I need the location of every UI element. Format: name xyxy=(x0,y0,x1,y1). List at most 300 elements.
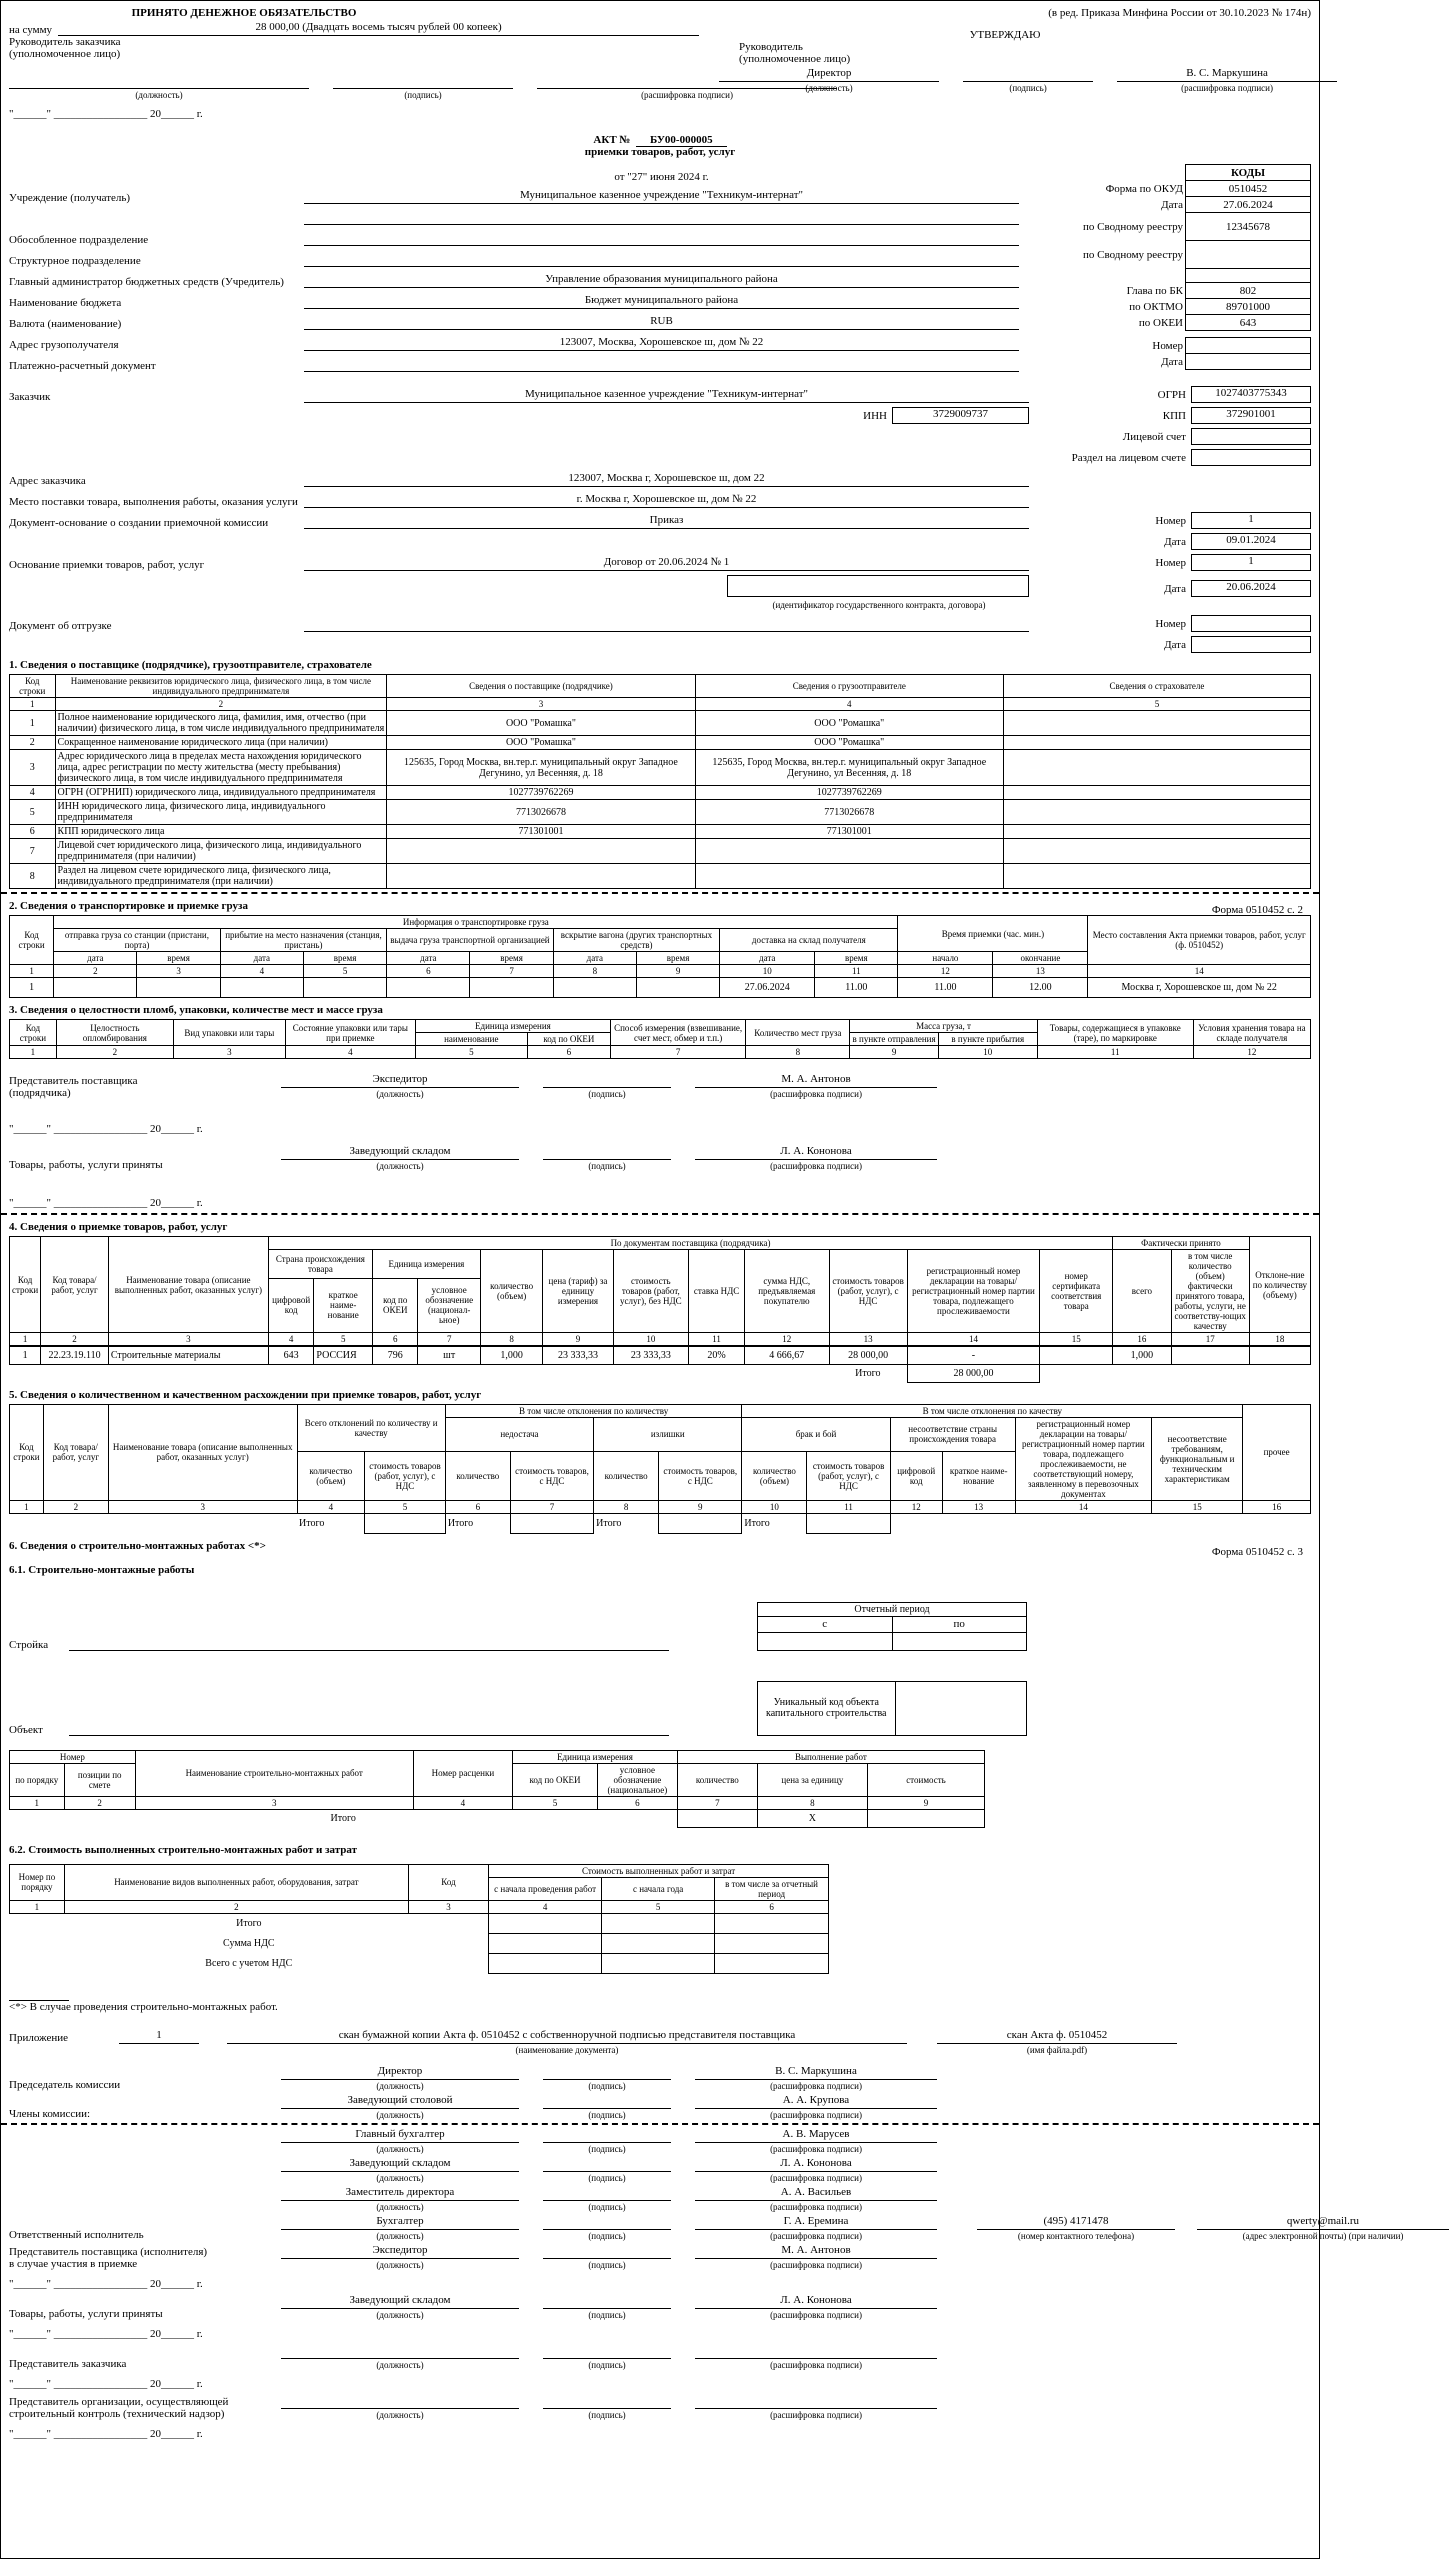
cell: Номер по порядку xyxy=(10,1864,65,1900)
block xyxy=(9,227,1019,246)
separate-division-field xyxy=(304,231,1019,246)
cell: Условия хранения товара на складе получателя xyxy=(1193,1020,1310,1046)
shipping-doc-number-box xyxy=(1191,615,1311,632)
block xyxy=(758,1602,1027,1650)
cell: номер сертификата соответствия товара xyxy=(1040,1250,1113,1333)
period-to-value xyxy=(892,1632,1027,1650)
cell: 5 xyxy=(10,800,56,825)
cell: время xyxy=(303,952,386,965)
cell: отправка груза со станции (пристани, порта) xyxy=(54,929,221,952)
cost-total-1 xyxy=(489,1913,602,1933)
acceptance-basis-date-box: 20.06.2024 xyxy=(1191,580,1311,597)
name-line: М. А. Антонов xyxy=(695,1073,937,1088)
block xyxy=(10,965,1311,978)
block xyxy=(9,531,1311,550)
block xyxy=(281,2128,519,2154)
name-line: Л. А. Кононова xyxy=(695,1145,937,1160)
block: Представитель заказчика xyxy=(9,2357,127,2370)
block xyxy=(699,67,1311,93)
block xyxy=(695,2215,937,2241)
structural-division-label: Структурное подразделение xyxy=(9,255,141,267)
cell: 7713026678 xyxy=(387,800,695,825)
cell: краткое наиме-нование xyxy=(942,1451,1015,1500)
signature-line xyxy=(543,1145,671,1160)
block xyxy=(9,489,1311,508)
block xyxy=(10,1953,829,1973)
cell: окончание xyxy=(993,952,1088,965)
consignee-address-label: Адрес грузополучателя xyxy=(9,339,119,351)
cell: Единица измерения xyxy=(372,1250,480,1279)
block: (подпись) xyxy=(588,2230,626,2241)
block: (должность) xyxy=(376,2409,424,2420)
cell: Выполнение работ xyxy=(677,1750,984,1763)
block xyxy=(1029,331,1311,338)
cell: условное обозначение (национальное) xyxy=(597,1763,677,1796)
cell: 11.00 xyxy=(815,978,898,998)
section3-title: 3. Сведения о целостности пломб, упаковки, количестве мест и массе груза xyxy=(9,1004,383,1016)
block xyxy=(10,1750,985,1763)
block: Дата xyxy=(1164,638,1186,651)
cell: 5 xyxy=(303,965,386,978)
top-header xyxy=(9,7,1311,124)
cell: по порядку xyxy=(10,1763,65,1796)
block xyxy=(10,916,1311,929)
supplier-representative-signature xyxy=(9,1073,1311,1099)
cell: 9 xyxy=(636,965,719,978)
block xyxy=(543,2294,671,2320)
cell: По документам поставщика (подрядчика) xyxy=(268,1237,1112,1250)
cell: 1 xyxy=(10,1046,57,1059)
cell: доставка на склад получателя xyxy=(720,929,898,952)
block: Номер xyxy=(1155,514,1186,527)
block: Л. А. Кононова xyxy=(695,2294,937,2309)
signature-line xyxy=(543,2128,671,2143)
block xyxy=(543,2244,671,2270)
section1-title: 1. Сведения о поставщике (подрядчике), грузоотправителе, страхователе xyxy=(9,659,372,671)
cargo-integrity-table xyxy=(9,1019,1311,1059)
block xyxy=(1029,213,1311,241)
block: (должность) xyxy=(376,1161,424,1171)
cell: РОССИЯ xyxy=(314,1346,373,1364)
block xyxy=(695,2157,937,2183)
cell xyxy=(1003,864,1310,889)
cell: Номер расценки xyxy=(413,1750,512,1796)
cell: прочее xyxy=(1243,1404,1311,1500)
cell: 7 xyxy=(510,1500,593,1513)
commission-doc-label: Документ-основание о создании приемочной комиссии xyxy=(9,517,269,529)
customer-address-label: Адрес заказчика xyxy=(9,475,86,487)
block xyxy=(10,864,1311,889)
block xyxy=(1029,299,1311,315)
cell: Итого xyxy=(596,1517,622,1529)
okei-value: 643 xyxy=(1186,315,1311,331)
block xyxy=(1029,533,1311,550)
cell: 1 xyxy=(10,698,56,711)
section2-header xyxy=(9,900,1311,916)
registry-value: 12345678 xyxy=(1186,213,1311,241)
block: (должность) xyxy=(376,1089,424,1099)
block: Заведующий столовой xyxy=(281,2094,519,2109)
cell: 23 333,33 xyxy=(613,1346,688,1364)
block xyxy=(9,164,1019,183)
block: (подпись) xyxy=(588,1161,626,1171)
cell: наименование xyxy=(415,1033,527,1046)
cell: Единица измерения xyxy=(513,1750,678,1763)
cell: 1 xyxy=(10,1796,65,1809)
block: (подпись) xyxy=(588,2143,626,2154)
cell: 6 xyxy=(372,1333,418,1347)
cell: стоимость товаров, с НДС xyxy=(510,1451,593,1500)
block xyxy=(10,800,1311,825)
block xyxy=(963,67,1093,93)
cell: 1 xyxy=(10,1500,44,1513)
cell: 11 xyxy=(807,1500,890,1513)
cell: 16 xyxy=(1113,1333,1172,1347)
gabs-field: Управление образования муниципального района xyxy=(304,273,1019,288)
block xyxy=(937,2029,1177,2044)
structural-division-field xyxy=(304,252,1019,267)
cell: 4 xyxy=(695,698,1003,711)
grand-total-2 xyxy=(602,1953,715,1973)
institution-label: Учреждение (получатель) xyxy=(9,192,131,204)
block xyxy=(695,2344,937,2370)
cell: Наименование товара (описание выполненных работ, оказанных услуг) xyxy=(108,1237,268,1333)
construction-cost-table xyxy=(9,1864,829,1974)
block xyxy=(10,1513,1311,1533)
cell: стоимость товаров (работ, услуг), с НДС xyxy=(807,1451,890,1500)
cell: код по ОКЕИ xyxy=(513,1763,598,1796)
block xyxy=(9,599,1029,611)
defect-total-box xyxy=(807,1513,890,1533)
cell: дата xyxy=(720,952,815,965)
approve-label: УТВЕРЖДАЮ xyxy=(969,29,1041,41)
cell: 11 xyxy=(689,1333,745,1347)
cell: 8 xyxy=(757,1796,867,1809)
cell: несоответствие страны происхождения товара xyxy=(890,1417,1015,1451)
block: М. А. Антонов xyxy=(695,2244,937,2259)
block xyxy=(10,786,1311,800)
cost-total-3 xyxy=(715,1913,829,1933)
block xyxy=(281,2394,519,2420)
cell xyxy=(695,839,1003,864)
cell xyxy=(695,864,1003,889)
cell: 8 xyxy=(10,864,56,889)
block xyxy=(10,1237,1311,1250)
vat-total-2 xyxy=(602,1933,715,1953)
cell: 14 xyxy=(1015,1500,1152,1513)
block: Ответственный исполнитель xyxy=(9,2228,144,2241)
cell: Код xyxy=(408,1864,488,1900)
cell: Сведения о страхователе xyxy=(1003,675,1310,698)
block xyxy=(9,2396,281,2420)
block xyxy=(9,269,1019,288)
block: (подпись) xyxy=(404,90,442,100)
block xyxy=(1029,615,1311,632)
block: (должность) xyxy=(376,2143,424,2154)
cell: в том числе за отчетный период xyxy=(715,1877,829,1900)
institution-field-2 xyxy=(304,210,1019,225)
cell: количество (объем) xyxy=(480,1250,542,1333)
block xyxy=(1029,338,1311,354)
cell xyxy=(636,978,719,998)
signature-line xyxy=(543,2065,671,2080)
block: (должность) xyxy=(376,2259,424,2270)
cell: количество (объем) xyxy=(742,1451,807,1500)
cell: сумма НДС, предъявляемая покупателю xyxy=(745,1250,830,1333)
signature-line xyxy=(543,2094,671,2109)
cell: 28 000,00 xyxy=(829,1346,907,1364)
block: (подпись) xyxy=(588,2359,626,2370)
edition-note: (в ред. Приказа Минфина России от 30.10.2023 № 174н) xyxy=(1048,7,1311,19)
block xyxy=(9,21,699,36)
block xyxy=(1029,386,1311,403)
block xyxy=(9,311,1019,330)
block: (должность) xyxy=(376,2109,424,2120)
attachment-doc-name: скан бумажной копии Акта ф. 0510452 с собственноручной подписью представителя поставщика xyxy=(227,2029,907,2044)
act-number: БУ00-000005 xyxy=(636,134,727,147)
cell: излишки xyxy=(594,1417,742,1451)
section4-title: 4. Сведения о приемке товаров, работ, услуг xyxy=(9,1221,228,1233)
consignee-address-field: 123007, Москва, Хорошевское ш, дом № 22 xyxy=(304,336,1019,351)
payment-doc-number-box xyxy=(1186,338,1311,354)
cell: 2 xyxy=(55,698,387,711)
block xyxy=(281,1145,519,1171)
block xyxy=(10,1404,1311,1533)
block: Дата xyxy=(1164,582,1186,595)
block xyxy=(695,2244,937,2270)
cell: Состояние упаковки или тары при приемке xyxy=(285,1020,415,1046)
cell: Москва г, Хорошевское ш, дом № 22 xyxy=(1088,978,1311,998)
cell: 3 xyxy=(10,750,56,786)
cell xyxy=(1029,165,1186,181)
section5-title: 5. Сведения о количественном и качественном расхождении при приемке товаров, работ, услуг xyxy=(9,1388,482,1401)
block: (подпись) xyxy=(588,2259,626,2270)
block xyxy=(758,1681,1027,1735)
block xyxy=(543,1145,671,1171)
block xyxy=(758,1602,1027,1616)
requisites-block xyxy=(9,164,1311,382)
discrepancy-table xyxy=(9,1404,1311,1534)
block xyxy=(281,2244,519,2270)
block xyxy=(9,384,1311,403)
block xyxy=(543,2394,671,2420)
cell: 6 xyxy=(445,1500,510,1513)
block xyxy=(1117,67,1337,93)
block xyxy=(695,2065,937,2091)
cell: 2 xyxy=(43,1500,108,1513)
cell: количество (объем) xyxy=(297,1451,365,1500)
block xyxy=(9,185,1019,204)
cell: 125635, Город Москва, вн.тер.г. муниципальный округ Западное Дегунино, ул Весенняя, д. 18 xyxy=(695,750,1003,786)
block xyxy=(9,634,1311,653)
position-line: Заведующий складом xyxy=(281,1145,519,1160)
cell: с начала проведения работ xyxy=(489,1877,602,1900)
cell: Код строки xyxy=(10,916,54,965)
block: (расшифровка подписи) xyxy=(770,2409,862,2420)
block: (расшифровка подписи) xyxy=(770,2259,862,2270)
construction-site-row xyxy=(9,1602,1311,1651)
cell: 9 xyxy=(543,1333,613,1347)
section6-header xyxy=(9,1539,1311,1558)
codes-header: КОДЫ xyxy=(1186,165,1311,181)
cell: Отчетный период xyxy=(758,1602,1027,1616)
block xyxy=(10,1404,1311,1417)
director-name-line: В. С. Маркушина xyxy=(1117,67,1337,82)
cell: дата xyxy=(54,952,137,965)
cell: 2 xyxy=(41,1333,109,1347)
block xyxy=(695,1073,937,1099)
cell: 10 xyxy=(938,1046,1037,1059)
block xyxy=(543,2186,671,2212)
block xyxy=(281,2186,519,2212)
block xyxy=(1029,197,1311,213)
payment-doc-label: Платежно-расчетный документ xyxy=(9,360,156,372)
cell: Наименование видов выполненных работ, оборудования, затрат xyxy=(64,1864,408,1900)
vat-total-1 xyxy=(489,1933,602,1953)
cell: 3 xyxy=(137,965,220,978)
cell: 3 xyxy=(173,1046,285,1059)
site-field xyxy=(69,1636,669,1651)
block xyxy=(543,2128,671,2154)
block xyxy=(9,613,1311,632)
block xyxy=(758,1681,1027,1735)
payment-doc-field xyxy=(304,357,1019,372)
date-line: "______" _________________ 20______ г. xyxy=(9,1123,203,1135)
block: Л. А. Кононова xyxy=(695,2157,937,2172)
block xyxy=(9,426,1311,445)
block xyxy=(281,2065,519,2091)
grand-total-3 xyxy=(715,1953,829,1973)
cell: Код строки xyxy=(10,1404,44,1500)
block xyxy=(227,2029,907,2044)
cell: 9 xyxy=(867,1796,984,1809)
cell: В том числе отклонения по качеству xyxy=(742,1404,1243,1417)
cell: стоимость xyxy=(867,1763,984,1796)
cell xyxy=(1003,711,1310,736)
block xyxy=(9,74,733,100)
act-title xyxy=(9,134,1311,146)
cell xyxy=(303,978,386,998)
cell: шт xyxy=(418,1346,480,1364)
cell: Полное наименование юридического лица, фамилия, имя, отчество (при наличии) физического лица, в том числе индивидуального предпринимателя xyxy=(55,711,387,736)
cell: 7 xyxy=(470,965,553,978)
cell: 12.00 xyxy=(993,978,1088,998)
block: Товары, работы, услуги приняты xyxy=(9,1159,163,1171)
cell: 10 xyxy=(742,1500,807,1513)
currency-field: RUB xyxy=(304,315,1019,330)
date-line: "______" _________________ 20______ г. xyxy=(9,2427,203,2440)
cell xyxy=(387,978,470,998)
cell: Сведения о поставщике (подрядчике) xyxy=(387,675,695,698)
cell xyxy=(1003,839,1310,864)
block: (должность) xyxy=(376,2080,424,2091)
block xyxy=(281,2294,519,2320)
customer-address-field: 123007, Москва г, Хорошевское ш, дом 22 xyxy=(304,472,1029,487)
cell xyxy=(1003,750,1310,786)
block: А. А. Васильев xyxy=(695,2186,937,2201)
shipping-doc-field xyxy=(304,617,1029,632)
block xyxy=(10,1020,1311,1059)
cell xyxy=(1171,1346,1249,1364)
cell: Сумма НДС xyxy=(223,1937,275,1949)
cell: по Сводному реестру xyxy=(1083,248,1183,261)
cell: Итого xyxy=(330,1812,356,1824)
cell: ОГРН (ОГРНИП) юридического лица, индивидуального предпринимателя xyxy=(55,786,387,800)
block: А. А. Крупова xyxy=(695,2094,937,2109)
cell: 2 xyxy=(64,1900,408,1913)
cell: 6 xyxy=(10,825,56,839)
block: Экспедитор xyxy=(281,2244,519,2259)
block: (должность) xyxy=(805,83,853,93)
cell: время xyxy=(815,952,898,965)
block: (подпись) xyxy=(588,2201,626,2212)
block xyxy=(543,2215,671,2241)
personal-account-box xyxy=(1191,428,1311,445)
cell: время xyxy=(636,952,719,965)
block xyxy=(281,2094,519,2120)
payment-doc-date-box xyxy=(1186,354,1311,370)
cell: 5 xyxy=(415,1046,527,1059)
cell: 7 xyxy=(418,1333,480,1347)
shipping-doc-label: Документ об отгрузке xyxy=(9,620,112,632)
commission-doc-field: Приказ xyxy=(304,514,1029,529)
cell: 1 xyxy=(10,1900,65,1913)
block: (расшифровка подписи) xyxy=(770,2143,862,2154)
cell: 3 xyxy=(108,1500,297,1513)
section62-title: 6.2. Стоимость выполненных строительно-монтажных работ и затрат xyxy=(9,1843,357,1856)
block: (подпись) xyxy=(588,1089,626,1099)
date-line: "______" _________________ 20______ г. xyxy=(9,2327,203,2340)
cell: стоимость товаров, с НДС xyxy=(659,1451,742,1500)
goods-accepted-signature-2 xyxy=(9,2294,1311,2320)
cell: 796 xyxy=(372,1346,418,1364)
cell: Адрес юридического лица в пределах места нахождения юридического лица, адрес регистрации по месту жительства (месту пребывания) физического лица, в том числе индивидуального предпринимателя xyxy=(55,750,387,786)
block xyxy=(10,1913,829,1933)
cell: время xyxy=(137,952,220,965)
commission-doc-number-box: 1 xyxy=(1191,512,1311,529)
transport-table xyxy=(9,915,1311,998)
block xyxy=(9,2246,281,2270)
cell: Номер xyxy=(10,1750,136,1763)
cell: 1 xyxy=(10,1333,41,1347)
date-line: "______" _________________ 20______ г. xyxy=(9,2377,203,2390)
cell: 5 xyxy=(314,1333,373,1347)
block xyxy=(9,74,309,100)
cell xyxy=(10,1513,298,1533)
cell: Количество мест груза xyxy=(746,1020,850,1046)
signature-line xyxy=(963,67,1093,82)
okud-value: 0510452 xyxy=(1186,181,1311,197)
block: (должность) xyxy=(135,90,183,100)
construction-works-table xyxy=(9,1750,985,1828)
cell xyxy=(1003,736,1310,750)
cell: ставка НДС xyxy=(689,1250,745,1333)
cell: 12 xyxy=(890,1500,942,1513)
cell: 4 xyxy=(268,1333,314,1347)
block xyxy=(695,2394,937,2420)
cell: 7 xyxy=(10,839,56,864)
block: (расшифровка подписи) xyxy=(770,2359,862,2370)
cell: 4 xyxy=(489,1900,602,1913)
cell: всего xyxy=(1113,1250,1172,1333)
director-position-line: Директор xyxy=(719,67,939,82)
cell: 8 xyxy=(746,1046,850,1059)
construction-control-signature xyxy=(9,2394,1311,2420)
cell: ИНН юридического лица, физического лица, индивидуального предпринимателя xyxy=(55,800,387,825)
block xyxy=(543,2065,671,2091)
position-line: Экспедитор xyxy=(281,1073,519,1088)
position-line xyxy=(281,2394,519,2409)
